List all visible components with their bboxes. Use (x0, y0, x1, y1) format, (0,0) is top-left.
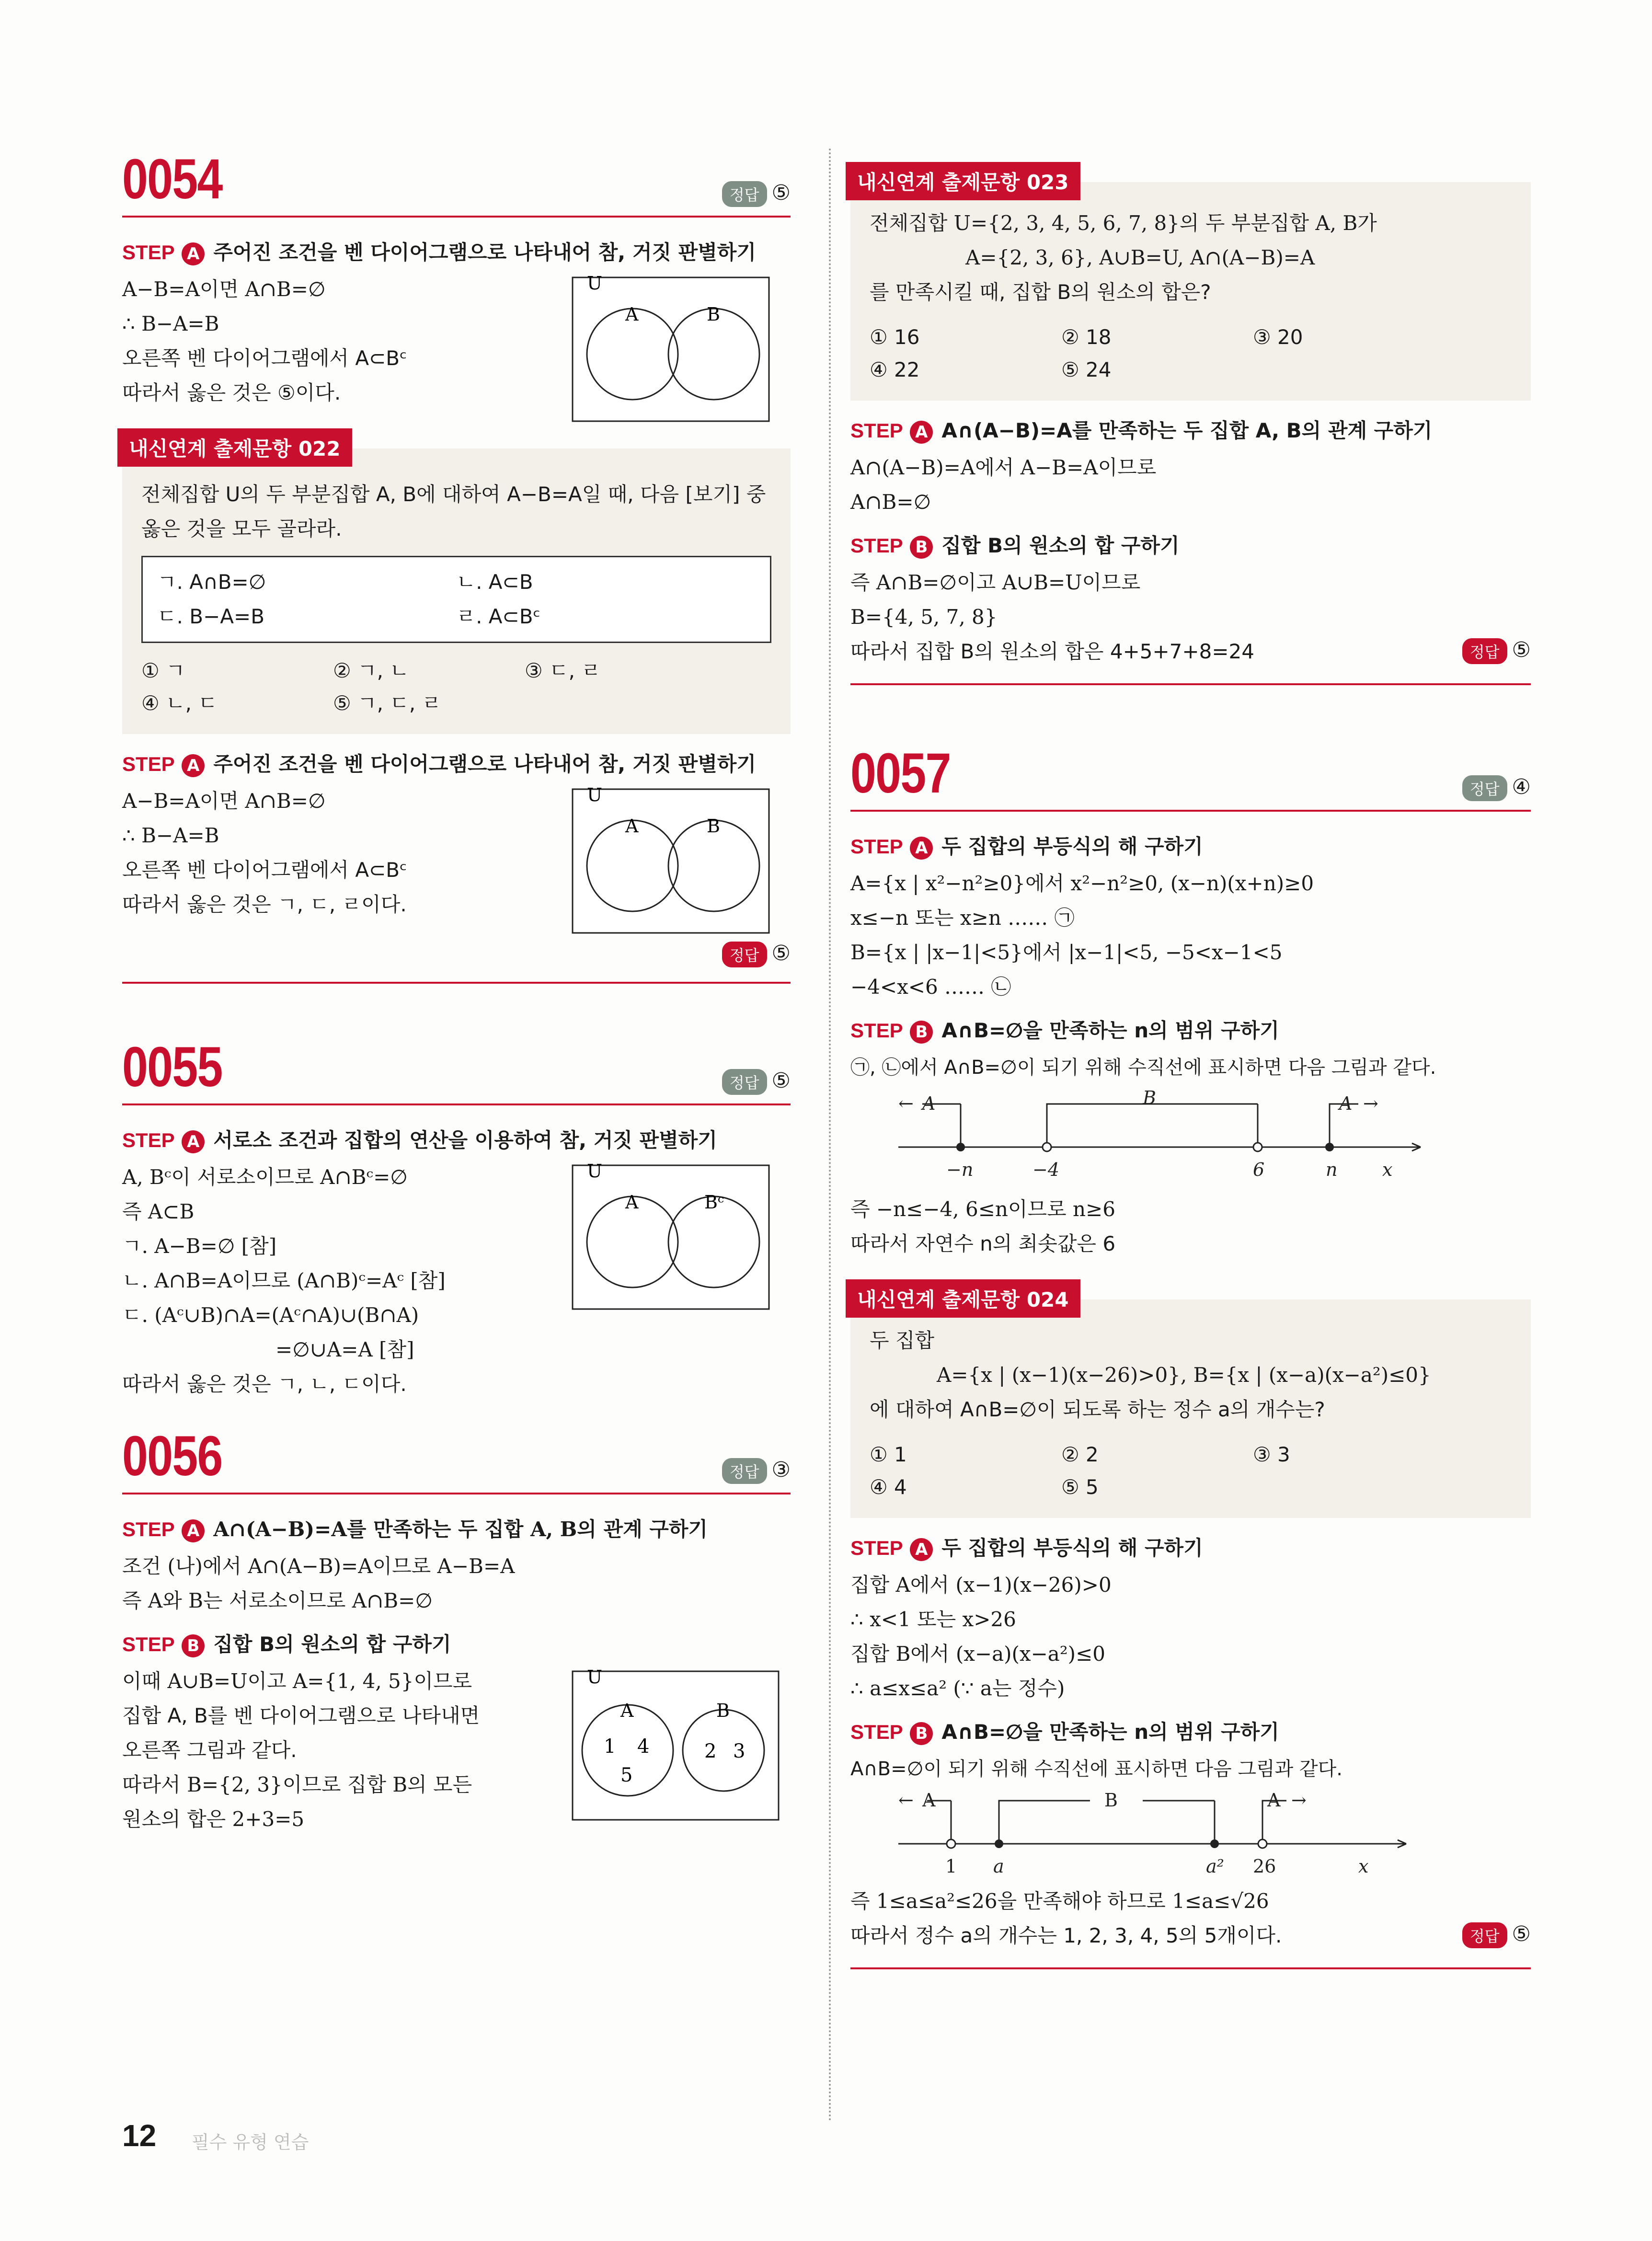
answer-label: 정답 ⑤ (1462, 1922, 1531, 1948)
svg-text:a: a (993, 1856, 1004, 1877)
problem-0056-solution: STEP A A∩(A−B)=A를 만족하는 두 집합 A, B의 관계 구하기 조건 (나)에서 A∩(A−B)=A이므로 A−B=A 즉 A와 B는 서로소이므로 A∩B=∅ STEP B 집합 B의 원소의 합 구하기 U A B 1 4 5 2 3 이때 A∪B=U이고 A={1, 4, 5}이므로 집합 A, B를 벤 다이어그램으로 나타내면 오른쪽 그림과 같다. 따라서 B={2, 3}이므로 집합 B의 모든 원소의 합은 2+3=5 (122, 1514, 791, 1837)
svg-text:a²: a² (1206, 1856, 1224, 1877)
svg-text:4: 4 (637, 1735, 650, 1758)
svg-text:B: B (707, 816, 720, 837)
step-a: STEP A A∩(A−B)=A를 만족하는 두 집합 A, B의 관계 구하기 (850, 415, 1531, 444)
related-problem-023: 내신연계 출제문항 023 전체집합 U={2, 3, 4, 5, 6, 7, 8}의 두 부분집합 A, B가 A={2, 3, 6}, A∪B=U, A∩(A−B)=A 를 만족시킬 때, 집합 B의 원소의 합은? ① 16 ② 18 ③ 20 ④ 22 ⑤ 24 (850, 182, 1531, 401)
svg-text:x: x (1358, 1856, 1369, 1877)
answer-label: 정답 ⑤ (122, 941, 791, 967)
section-rule (850, 683, 1531, 685)
svg-text:U: U (587, 1666, 603, 1688)
related-ribbon: 내신연계 출제문항 022 (117, 428, 352, 467)
step-a: STEP A 주어진 조건을 벤 다이어그램으로 나타내어 참, 거짓 판별하기 (122, 748, 791, 777)
problem-0056-header (122, 1421, 791, 1494)
answer-label: 정답 ④ (1462, 775, 1531, 801)
running-footer: 필수 유형 연습 (192, 2132, 309, 2153)
step-a: STEP A 두 집합의 부등식의 해 구하기 (850, 1532, 1531, 1561)
problem-024-solution: STEP A 두 집합의 부등식의 해 구하기 집합 A에서 (x−1)(x−26)>0 ∴ x<1 또는 x>26 집합 B에서 (x−a)(x−a²)≤0 ∴ a≤x≤a² (∵ a는 정수) STEP B A∩B=∅을 만족하는 n의 범위 구하기 A∩B=∅이 되기 위해 수직선에 표시하면 다음 그림과 같다. ← A B A → 1 a a² 26 x 즉 1≤a≤a²≤26을 만족해야 하므로 1≤a≤√26 따라서 정수 a의 개수는 1, 2, 3, 4, 5의 5개이다. 정답 ⑤ (850, 1532, 1531, 1953)
number-line-0057 (889, 1085, 1464, 1190)
related-problem-024: 내신연계 출제문항 024 두 집합 A={x | (x−1)(x−26)>0}, B={x | (x−a)(x−a²)≤0} 에 대하여 A∩B=∅이 되도록 하는 정수 a의 개수는? ① 1 ② 2 ③ 3 ④ 4 ⑤ 5 (850, 1299, 1531, 1518)
svg-text:6: 6 (1253, 1159, 1265, 1180)
svg-text:5: 5 (620, 1764, 633, 1786)
step-a: STEP A 두 집합의 부등식의 해 구하기 (850, 831, 1531, 860)
svg-text:→: → (1363, 1093, 1378, 1114)
venn-diagram (570, 1158, 771, 1311)
section-rule (850, 1967, 1531, 1969)
svg-text:1: 1 (945, 1856, 957, 1877)
problem-0054-header (122, 144, 791, 218)
svg-text:A: A (620, 1700, 634, 1721)
svg-text:−n: −n (946, 1159, 974, 1180)
svg-text:1: 1 (604, 1735, 616, 1758)
svg-text:←: ← (898, 1093, 914, 1114)
problem-0057-solution: STEP A 두 집합의 부등식의 해 구하기 A={x | x²−n²≥0}에서 x²−n²≥0, (x−n)(x+n)≥0 x≤−n 또는 x≥n …… ㉠ B={x | |x−1|<5}에서 |x−1|<5, −5<x−1<5 −4<x<6 …… ㉡ STEP B A∩B=∅을 만족하는 n의 범위 구하기 ㉠, ㉡에서 A∩B=∅이 되기 위해 수직선에 표시하면 다음 그림과 같다. ← A B A → −n −4 6 n x 즉 −n≤−4, 6≤n이므로 n≥6 따라서 자연수 n의 최솟값은 6 (850, 831, 1531, 1261)
svg-text:2: 2 (704, 1740, 717, 1762)
problem-023-solution: STEP A A∩(A−B)=A를 만족하는 두 집합 A, B의 관계 구하기 A∩(A−B)=A에서 A−B=A이므로 A∩B=∅ STEP B 집합 B의 원소의 합 구하기 즉 A∩B=∅이고 A∪B=U이므로 B={4, 5, 7, 8} 따라서 집합 B의 원소의 합은 4+5+7+8=24 정답 ⑤ (850, 415, 1531, 669)
solution-line: ∴ B−A=B (122, 312, 219, 335)
step-b: STEP B A∩B=∅을 만족하는 n의 범위 구하기 (850, 1716, 1531, 1745)
svg-text:A: A (922, 1093, 936, 1114)
choices: ① ㄱ ② ㄱ, ㄴ ③ ㄷ, ㄹ ④ ㄴ, ㄷ ⑤ ㄱ, ㄷ, ㄹ (141, 659, 601, 715)
problem-number: 0055 (122, 1035, 222, 1099)
step-a: STEP A A∩(A−B)=A를 만족하는 두 집합 A, B의 관계 구하기 (122, 1514, 791, 1542)
svg-text:B: B (1143, 1087, 1156, 1108)
svg-text:A: A (625, 1192, 639, 1213)
svg-text:B: B (1104, 1790, 1118, 1811)
problem-0055-solution: STEP A 서로소 조건과 집합의 연산을 이용하여 참, 거짓 판별하기 U A Bᶜ A, Bᶜ이 서로소이므로 A∩Bᶜ=∅ 즉 A⊂B ㄱ. A−B=∅ [참] ㄴ. A∩B=A이므로 (A∩B)ᶜ=Aᶜ [참] ㄷ. (Aᶜ∪B)∩A=(Aᶜ∩A)∪(B∩A) =∅∪A=A [참] 따라서 옳은 것은 ㄱ, ㄴ, ㄷ이다. (122, 1125, 791, 1402)
section-rule (122, 982, 791, 984)
page-number: 12 (122, 2118, 157, 2153)
problem-022-solution: STEP A 주어진 조건을 벤 다이어그램으로 나타내어 참, 거짓 판별하기 U A B A−B=A이면 A∩B=∅ ∴ B−A=B 오른쪽 벤 다이어그램에서 A⊂Bᶜ 따라서 옳은 것은 ㄱ, ㄷ, ㄹ이다. 정답 ⑤ (122, 748, 791, 967)
svg-text:A: A (625, 816, 639, 837)
svg-text:←: ← (898, 1790, 914, 1811)
choices: ① 1 ② 2 ③ 3 ④ 4 ⑤ 5 (870, 1443, 1290, 1499)
related-ribbon: 내신연계 출제문항 024 (846, 1279, 1080, 1318)
problem-number: 0056 (122, 1425, 222, 1488)
solution-line: A−B=A이면 A∩B=∅ (122, 277, 326, 301)
venn-diagram (570, 270, 771, 424)
step-b: STEP B 집합 B의 원소의 합 구하기 (850, 530, 1531, 559)
svg-text:→: → (1291, 1790, 1307, 1811)
related-ribbon: 내신연계 출제문항 023 (846, 162, 1080, 200)
solution-line: 오른쪽 벤 다이어그램에서 A⊂Bᶜ (122, 346, 407, 370)
column-divider (829, 149, 831, 2123)
svg-text:B: B (716, 1700, 730, 1721)
svg-text:A: A (625, 304, 639, 325)
svg-text:3: 3 (733, 1740, 746, 1762)
svg-text:U: U (587, 1161, 603, 1182)
answer-label: 정답 ⑤ (722, 181, 791, 207)
svg-text:A: A (1339, 1093, 1353, 1114)
solution-line: 따라서 옳은 것은 ⑤이다. (122, 381, 341, 404)
step-b: STEP B 집합 B의 원소의 합 구하기 (122, 1629, 791, 1657)
svg-text:Bᶜ: Bᶜ (704, 1192, 724, 1213)
step-a: STEP A 주어진 조건을 벤 다이어그램으로 나타내어 참, 거짓 판별하기 (122, 237, 791, 265)
bogi-box: ㄱ. A∩B=∅ ㄴ. A⊂B ㄷ. B−A=B ㄹ. A⊂Bᶜ (141, 556, 771, 643)
svg-text:U: U (587, 273, 603, 294)
svg-text:26: 26 (1253, 1856, 1276, 1877)
problem-0055-header (122, 1032, 791, 1105)
related-problem-022: 내신연계 출제문항 022 전체집합 U의 두 부분집합 A, B에 대하여 A−B=A일 때, 다음 [보기] 중 옳은 것을 모두 골라라. ㄱ. A∩B=∅ ㄴ. A⊂B ㄷ. B−A=B ㄹ. A⊂Bᶜ ① ㄱ ② ㄱ, ㄴ ③ ㄷ, ㄹ ④ ㄴ, ㄷ ⑤ ㄱ, ㄷ, ㄹ (122, 448, 791, 734)
svg-text:A: A (1267, 1790, 1281, 1811)
venn-diagram-with-elements (570, 1664, 781, 1822)
svg-text:A: A (922, 1790, 936, 1811)
answer-label: 정답 ③ (722, 1458, 791, 1484)
svg-text:x: x (1382, 1159, 1393, 1180)
svg-text:n: n (1326, 1159, 1338, 1180)
problem-number: 0057 (850, 742, 951, 805)
number-line-024 (889, 1786, 1464, 1882)
answer-label: 정답 ⑤ (1462, 638, 1531, 664)
step-b: STEP B A∩B=∅을 만족하는 n의 범위 구하기 (850, 1015, 1531, 1044)
svg-text:−4: −4 (1032, 1159, 1060, 1180)
svg-text:B: B (707, 304, 720, 325)
problem-0057-header (850, 738, 1531, 812)
problem-number: 0054 (122, 148, 222, 211)
choices: ① 16 ② 18 ③ 20 ④ 22 ⑤ 24 (870, 325, 1303, 381)
right-column (850, 144, 1531, 1969)
svg-text:U: U (587, 784, 603, 805)
step-a: STEP A 서로소 조건과 집합의 연산을 이용하여 참, 거짓 판별하기 (122, 1125, 791, 1153)
problem-0054-solution (122, 237, 791, 410)
left-column (122, 144, 791, 1837)
venn-diagram (570, 782, 771, 935)
answer-label: 정답 ⑤ (722, 1069, 791, 1095)
